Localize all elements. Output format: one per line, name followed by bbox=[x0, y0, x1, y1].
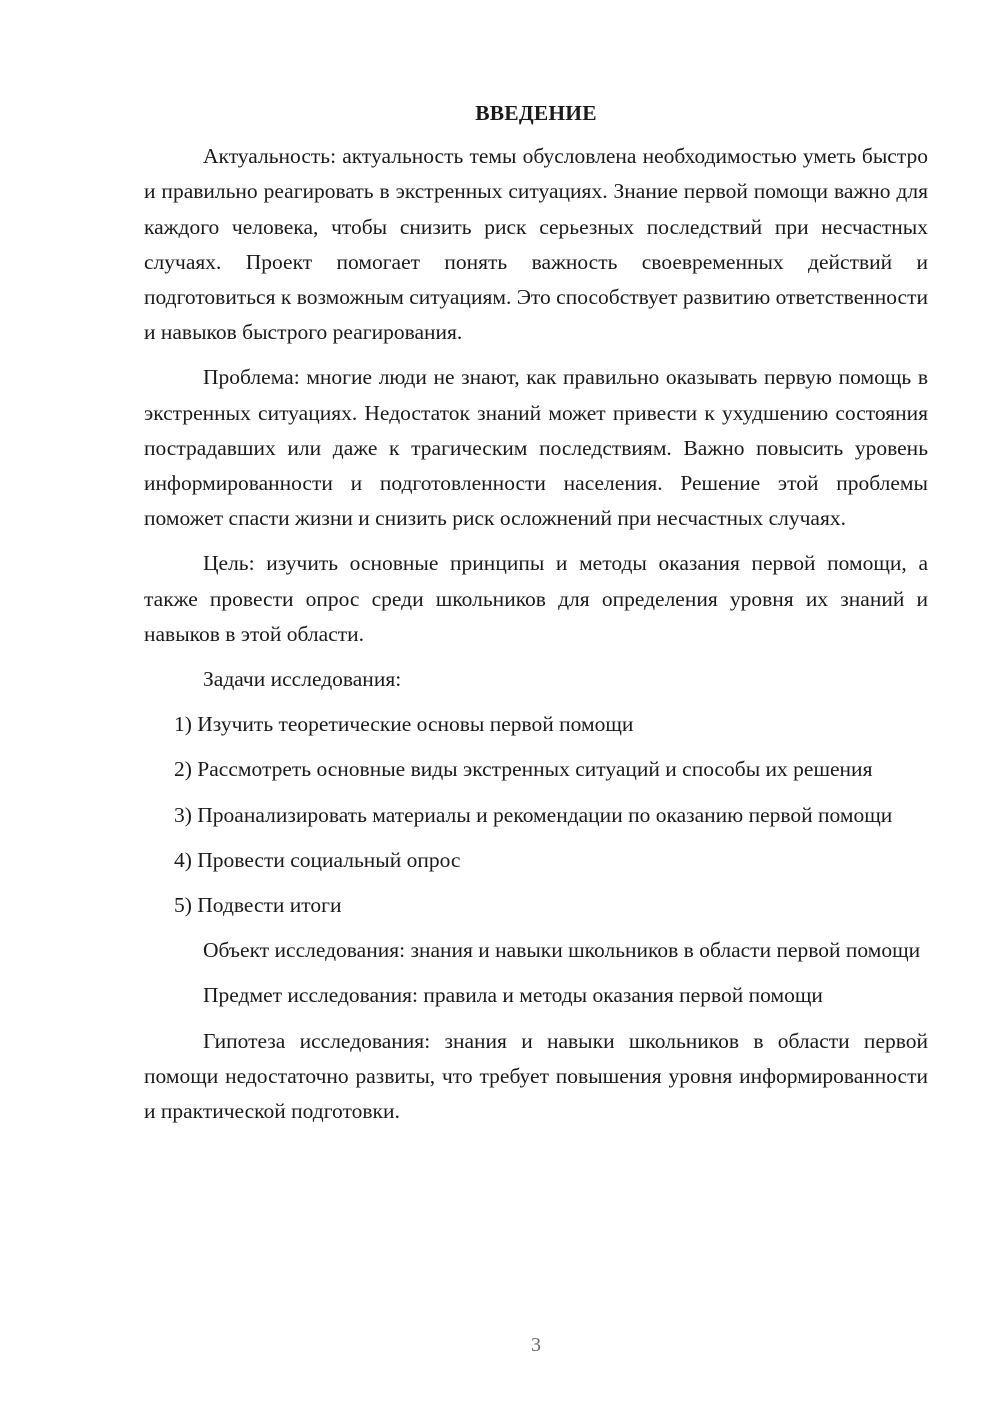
page-number: 3 bbox=[531, 1334, 541, 1356]
task-item-5: 5) Подвести итоги bbox=[174, 893, 342, 918]
task-item-4: 4) Провести социальный опрос bbox=[174, 847, 461, 872]
paragraph-object: Объект исследования: знания и навыки школьников в области первой помощи bbox=[203, 938, 921, 963]
task-item-3: 3) Проанализировать материалы и рекомендации по оказанию первой помощи bbox=[174, 802, 893, 827]
tasks-heading: Задачи исследования: bbox=[203, 667, 402, 692]
task-item-2: 2) Рассмотреть основные виды экстренных ситуаций и способы их решения bbox=[174, 757, 873, 782]
paragraph-goal: Цель: изучить основные принципы и методы оказания первой помощи, а также провести опрос среди школьников для определения уровня их знаний и навыков в этой области. bbox=[144, 551, 928, 646]
paragraph-problem: Проблема: многие люди не знают, как правильно оказывать первую помощь в экстренных ситуациях. Недостаток знаний может привести к ухудшению состояния пострадавших или даже к трагическим последствиям. Важно повысить уровень информированности и подготовленности населения. Решение этой проблемы поможет спасти жизни и снизить риск осложнений при несчастных случаях. bbox=[144, 365, 928, 531]
paragraph-hypothesis: Гипотеза исследования: знания и навыки школьников в области первой помощи недостаточно развиты, что требует повышения уровня информированности и практической подготовки. bbox=[144, 1028, 928, 1124]
section-title: ВВЕДЕНИЕ bbox=[475, 101, 597, 125]
paragraph-relevance: Актуальность: актуальность темы обусловлена необходимостью уметь быстро и правильно реагировать в экстренных ситуациях. Знание первой помощи важно для каждого человека, чтобы снизить риск серьезных последствий при несчастных случаях. Проект помогает понять важность своевременных действий и подготовиться к возможным ситуациям. Это способствует развитию ответственности и навыков быстрого реагирования. bbox=[144, 144, 928, 345]
page-content bbox=[144, 96, 928, 1139]
task-item-1: 1) Изучить теоретические основы первой помощи bbox=[174, 712, 634, 737]
paragraph-subject: Предмет исследования: правила и методы оказания первой помощи bbox=[203, 983, 823, 1008]
